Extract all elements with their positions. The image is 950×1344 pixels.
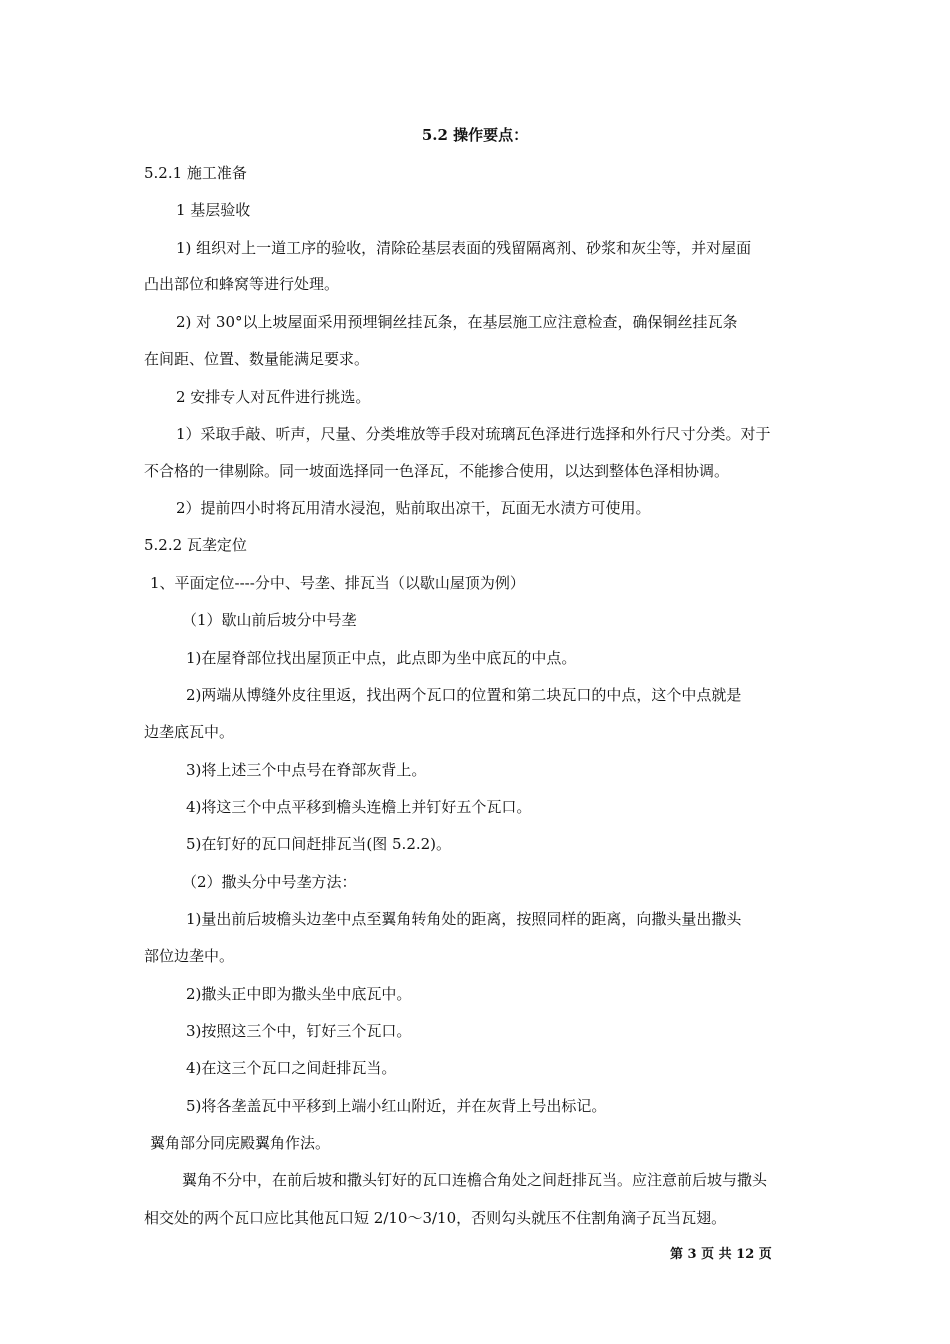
subheading-tile-selection: 2 安排专人对瓦件进行挑选。 [176,388,371,406]
paragraph-line: 1) 组织对上一道工序的验收，清除砼基层表面的残留隔离剂、砂浆和灰尘等，并对屋面 [176,239,752,257]
paragraph-line: 3)按照这三个中，钉好三个瓦口。 [186,1022,412,1040]
page-number-footer: 第 3 页 共 12 页 [670,1247,772,1262]
paragraph-line: 4)在这三个瓦口之间赶排瓦当。 [186,1059,397,1077]
paragraph-line: 1)在屋脊部位找出屋顶正中点，此点即为坐中底瓦的中点。 [186,649,577,667]
paragraph-line: 翼角不分中，在前后坡和撒头钉好的瓦口连檐合角处之间赶排瓦当。应注意前后坡与撒头 [182,1171,768,1189]
paragraph-line: （1）歇山前后坡分中号垄 [182,611,357,629]
paragraph-line: 在间距、位置、数量能满足要求。 [144,350,370,368]
paragraph-line: 4)将这三个中点平移到檐头连檐上并钉好五个瓦口。 [186,798,532,816]
paragraph-line: 凸出部位和蜂窝等进行处理。 [144,275,340,293]
paragraph-line: 1）采取手敲、听声，尺量、分类堆放等手段对琉璃瓦色泽进行选择和外行尺寸分类。对于 [176,425,771,443]
heading-5-2-1: 5.2.1 施工准备 [144,164,247,182]
paragraph-line: 2)两端从博缝外皮往里返，找出两个瓦口的位置和第二块瓦口的中点，这个中点就是 [186,686,742,704]
paragraph-line: 不合格的一律剔除。同一坡面选择同一色泽瓦，不能掺合使用，以达到整体色泽相协调。 [144,462,730,480]
paragraph-line: 5)在钉好的瓦口间赶排瓦当(图 5.2.2)。 [186,835,452,853]
paragraph-line: （2）撒头分中号垄方法： [182,873,357,891]
paragraph-line: 5)将各垄盖瓦中平移到上端小红山附近，并在灰背上号出标记。 [186,1097,607,1115]
paragraph-line: 1、平面定位----分中、号垄、排瓦当（以歇山屋顶为例） [150,574,525,592]
paragraph-line: 翼角部分同庑殿翼角作法。 [150,1134,331,1152]
paragraph-line: 1)量出前后坡檐头边垄中点至翼角转角处的距离，按照同样的距离，向撒头量出撒头 [186,910,742,928]
section-title: 5.2 操作要点： [421,126,529,144]
paragraph-line: 2)撒头正中即为撒头坐中底瓦中。 [186,985,412,1003]
paragraph-line: 边垄底瓦中。 [144,723,235,741]
paragraph-line: 3)将上述三个中点号在脊部灰背上。 [186,761,427,779]
paragraph-line: 2）提前四小时将瓦用清水浸泡，贴前取出凉干，瓦面无水渍方可使用。 [176,499,651,517]
heading-5-2-2: 5.2.2 瓦垄定位 [144,536,247,554]
subheading-base-acceptance: 1 基层验收 [176,201,251,219]
paragraph-line: 部位边垄中。 [144,947,235,965]
paragraph-line: 2) 对 30°以上坡屋面采用预埋铜丝挂瓦条，在基层施工应注意检查，确保铜丝挂瓦条 [176,313,738,331]
paragraph-line: 相交处的两个瓦口应比其他瓦口短 2/10～3/10，否则勾头就压不住割角滴子瓦当瓦翅。 [144,1209,727,1227]
